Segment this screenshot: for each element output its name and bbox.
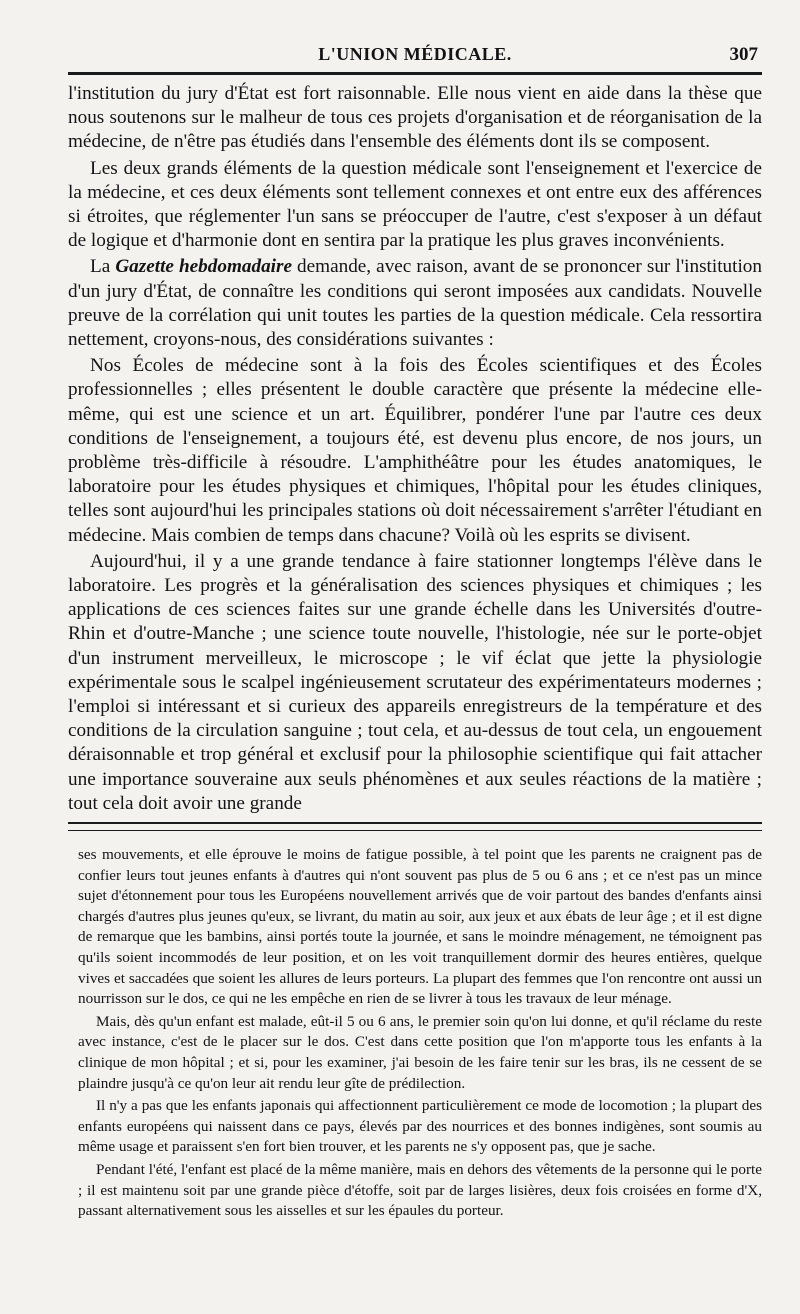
footnote-paragraph: Mais, dès qu'un enfant est malade, eût-il 5 ou 6 ans, le premier soin qu'on lui donne, et qu'il réclame du reste avec instance, c'est de le placer sur le dos. C'est dans cette position que l'on m'apporte tous les enfants à la clinique de mon hôpital ; et si, pour les examiner, j'ai besoin de les faire tenir sur les bras, ils ne cessent de se plaindre jusqu'à ce qu'on leur ait rendu leur gîte de prédilection. [78,1012,762,1092]
page-number: 307 [729,44,758,65]
paragraph: Les deux grands éléments de la question médicale sont l'enseignement et l'exercice de la médecine, et ces deux éléments sont tellement connexes et ont entre eux des afférences si étroites, que réglementer l'un sans se préoccuper de l'autre, c'est s'exposer à un défaut de logique et d'harmonie dont en sentira par la pratique les plus graves inconvénients. [68,157,762,252]
paragraph: Aujourd'hui, il y a une grande tendance à faire stationner longtemps l'élève dans le laboratoire. Les progrès et la généralisation des sciences physiques et chimiques ; les applications de ces sciences faites sur une grande échelle dans les Universités d'outre-Rhin et d'outre-Manche ; une science toute nouvelle, l'histologie, née sur le porte-objet d'un instrument merveilleux, le microscope ; le vif éclat que jette la physiologie expérimentale sous le scalpel ingénieusement scrutateur des expérimentateurs modernes ; l'emploi si intéressant et si curieux des appareils enregistreurs de la température et des conditions de la circulation sanguine ; tout cela, et au-dessus de tout cela, un engouement déraisonnable et trop général et exclusif pour la philosophie scientifique qui fait attacher une importance souveraine aux seuls phénomènes et aux seules réactions de la matière ; tout cela doit avoir une grande [68,550,762,814]
footnote-paragraph: Il n'y a pas que les enfants japonais qui affectionnent particulièrement ce mode de locomotion ; la plupart des enfants européens qui naissent dans ce pays, élevés par des nourrices et des bonnes indigènes, sont soumis au même usage et paraissent s'en fort bien trouver, et les parents ne s'y opposent pas, que je sache. [78,1097,762,1156]
main-text [68,82,762,816]
running-title: L'UNION MÉDICALE. [318,44,512,64]
header-rule [68,72,762,75]
footnote-separator [68,822,762,831]
page-header [68,0,762,78]
paragraph: Nos Écoles de médecine sont à la fois des Écoles scientifiques et des Écoles professionnelles ; elles présentent le double caractère que présente la médecine elle-même, qui est une science et un art. Équilibrer, pondérer l'une par l'autre ces deux conditions de l'enseignement, a toujours été, est devenu plus encore, de nos jours, un problème très-difficile à résoudre. L'amphithéâtre pour les études anatomiques, le laboratoire pour les études physiques et chimiques, l'hôpital pour les études cliniques, telles sont aujourd'hui les principales stations où doit nécessairement s'arrêter l'étudiant en médecine. Mais combien de temps dans chacune? Voilà où les esprits se divisent. [68,355,762,546]
footnote-paragraph: ses mouvements, et elle éprouve le moins de fatigue possible, à tel point que les parents ne craignent pas de confier leurs tout jeunes enfants à d'autres qui n'ont souvent pas plus de 5 ou 6 ans ; et ce n'est pas un mince sujet d'étonnement pour tous les Européens nouvellement arrivés que de voir partout des bandes d'enfants ainsi chargés d'autres plus jeunes qu'eux, se livrant, du matin au soir, aux jeux et aux ébats de leur âge ; et il est digne de remarque que les bambins, ainsi portés toute la journée, et sans le moindre ménagement, ne témoignent pas qu'ils soient incommodés de leur position, et on les voit tranquillement dormir des heures entières, quelque vives et saccadées que soient les allures de leurs porteurs. La plupart des femmes que l'on rencontre ont aussi un nourrisson sur le dos, ce qui ne les empêche en rien de se livrer à tous les travaux de leur ménage. [78,846,762,1008]
gazette-title: Gazette hebdomadaire [115,256,292,278]
gazette-prefix: La [90,256,116,278]
footnote-paragraph: Pendant l'été, l'enfant est placé de la même manière, mais en dehors des vêtements de la personne qui le porte ; il est maintenu soit par une grande pièce d'étoffe, soit par de larges lisières, deux fois croisées en forme d'X, passant alternativement sous les aisselles et sur les épaules du porteur. [78,1161,762,1220]
paragraph-gazette [68,255,762,352]
gazette-rest: demande, avec raison, avant de se prononcer sur l'institution d'un jury d'État, de connaître les conditions qui seront imposées aux candidats. Nouvelle preuve de la corrélation qui unit toutes les parties de la question médicale. Cela ressortira nettement, croyons-nous, des considérations suivantes : [68,256,762,351]
footnote [68,845,762,1222]
paragraph: l'institution du jury d'État est fort raisonnable. Elle nous vient en aide dans la thèse que nous soutenons sur le malheur de tous ces projets d'organisation et de réorganisation de la médecine, de n'être pas étudiés dans l'ensemble des éléments dont ils se composent. [68,83,762,153]
